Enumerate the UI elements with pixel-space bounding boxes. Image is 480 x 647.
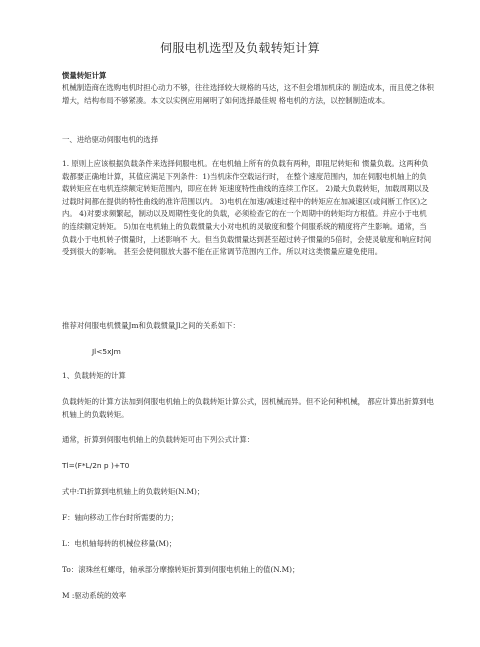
- definition-l: L：电机轴每转的机械位移量(M)；: [62, 539, 177, 548]
- definition-tl: 式中:Tl折算到电机轴上的负载转矩(N.M)；: [62, 487, 205, 496]
- section-heading-2: 1、负载转矩的计算: [62, 371, 126, 380]
- definition-t0: To：滚珠丝杠螺母，轴承部分摩擦转矩折算到伺服电机轴上的值(N.M)；: [62, 565, 300, 574]
- section-heading-1: 一、进给驱动伺服电机的选择: [62, 135, 159, 144]
- inequality-line: Jl<5xJm: [92, 347, 121, 356]
- heading-inertia: 惯量转矩计算: [62, 71, 107, 80]
- formula-line: Tl=(F*L/2n p )+T0: [62, 461, 130, 470]
- recommend-line: 推荐对伺服电机惯量Jm和负载惯量Jl之间的关系如下：: [62, 321, 240, 330]
- main-paragraph: 1. 原则上应该根据负载条件来选择伺服电机。在电机轴上所有的负载有两种，即阻尼转矩和 惯量负载。这两种负载都要正确地计算，其值应满足下列条件：1)当机床作空载运行时， 在整个速度范围内，加在伺服电机轴上的负载转矩应在电机连续额定转矩范围内，即应在转 矩速度特性曲线的连续工作区。 2)最大负载转矩，加载周期以及过载时间都在提供的特性曲线的准许范围以内。 3)电机在加速/减速过程中的转矩应在加减速区(或间断工作区)之内。 4)对要求频繁起，制动以及周期性变化的负载，必须检查它的在一个周期中的转矩均方根值。并应小于电机的连续额定转矩。 5)加在电机轴上的负载惯量大小对电机的灵敏度和整个伺服系统的精度将产生影响。通常，当负载小于电机转子惯量时，上述影响不 大。但当负载惯量达到甚至超过转子惯量的5倍时，会使灵敏度和响应时间受到很大的影响。 甚至会使伺服放大器不能在正常调节范围内工作。所以对这类惯量应避免使用。: [62, 159, 432, 257]
- definition-eta: M :驱动系统的效率: [62, 591, 127, 600]
- intro-paragraph: 机械制造商在选购电机时担心动力不够，往往选择较大规格的马达，这不但会增加机床的 制造成本，而且使之体积增大，结构布局不够紧凑。本文以实例应用阐明了如何选择最佳规 格电机的方法，以控制制造成本。: [62, 83, 434, 105]
- torque-paragraph: 负载转矩的计算方法加到伺服电机轴上的负载转矩计算公式，因机械而异。但不论何种机械， 都应计算出折算到电机轴上的负载转矩。: [62, 397, 434, 419]
- definition-f: F：轴向移动工作台时所需要的力；: [62, 513, 178, 522]
- usually-line: 通常，折算到伺服电机轴上的负载转矩可由下列公式计算：: [62, 435, 255, 444]
- document-title: 伺服电机选型及负载转矩计算: [160, 41, 320, 55]
